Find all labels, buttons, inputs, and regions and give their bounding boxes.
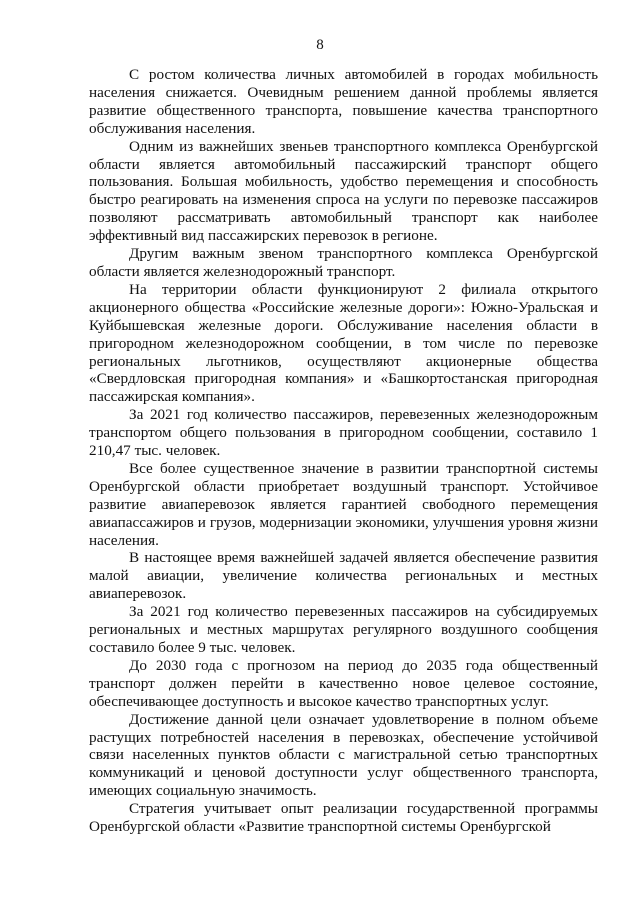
paragraph-air-transport: Все более существенное значение в развитии транспортной системы Оренбургской области приобретает воздушный транспорт. Устойчивое развитие авиаперевозок является гарантией свободного перемещения авиапассажиров и грузов, модернизации экономики, улучшения уровня жизни населения. (89, 459, 598, 549)
paragraph-small-aviation: В настоящее время важнейшей задачей является обеспечение развития малой авиации, увеличение количества региональных и местных авиаперевозок. (89, 549, 598, 603)
paragraph-goal-achievement: Достижение данной цели означает удовлетворение в полном объеме растущих потребностей населения в перевозках, обеспечение устойчивой связи населенных пунктов области с магистральной сетью транспортных коммуникаций и ценовой доступности услуг общественного транспорта, имеющих социальную значимость. (89, 710, 598, 800)
document-body (89, 66, 598, 836)
paragraph-rail-passengers-2021: За 2021 год количество пассажиров, перевезенных железнодорожным транспортом общего пользования в пригородном сообщении, составило 1 210,47 тыс. человек. (89, 406, 598, 460)
paragraph-air-passengers-2021: За 2021 год количество перевезенных пассажиров на субсидируемых региональных и местных маршрутах регулярного воздушного сообщения составило более 9 тыс. человек. (89, 603, 598, 656)
paragraph-strategy: Стратегия учитывает опыт реализации государственной программы Оренбургской области «Развитие транспортной системы Оренбургской (89, 800, 598, 836)
paragraph-rail-transport-intro: Другим важным звеном транспортного комплекса Оренбургской области является железнодорожный транспорт. (89, 245, 598, 280)
paragraph-2030-forecast: До 2030 года с прогнозом на период до 2035 года общественный транспорт должен перейти в качественно новое целевое состояние, обеспечивающее доступность и высокое качество транспортных услуг. (89, 656, 598, 710)
paragraph-road-transport: Одним из важнейших звеньев транспортного комплекса Оренбургской области является автомобильный пассажирский транспорт общего пользования. Большая мобильность, удобство перемещения и способность быстро реагировать на изменения спроса на услуги по перевозке пассажиров позволяют рассматривать автомобильный транспорт как наиболее эффективный вид пассажирских перевозок в регионе. (89, 137, 598, 245)
paragraph-personal-cars: С ростом количества личных автомобилей в городах мобильность населения снижается. Очевидным решением данной проблемы является развитие общественного транспорта, повышение качества транспортного обслуживания населения. (89, 66, 598, 137)
paragraph-railway-branches: На территории области функционируют 2 филиала открытого акционерного общества «Российские железные дороги»: Южно-Уральская и Куйбышевская железные дороги. Обслуживание населения области в пригородном железнодорожном сообщении, в том числе по перевозке региональных льготников, осуществляют акционерные общества «Свердловская пригородная компания» и «Башкортостанская пригородная пассажирская компания». (89, 280, 598, 406)
page-number: 8 (316, 37, 324, 53)
